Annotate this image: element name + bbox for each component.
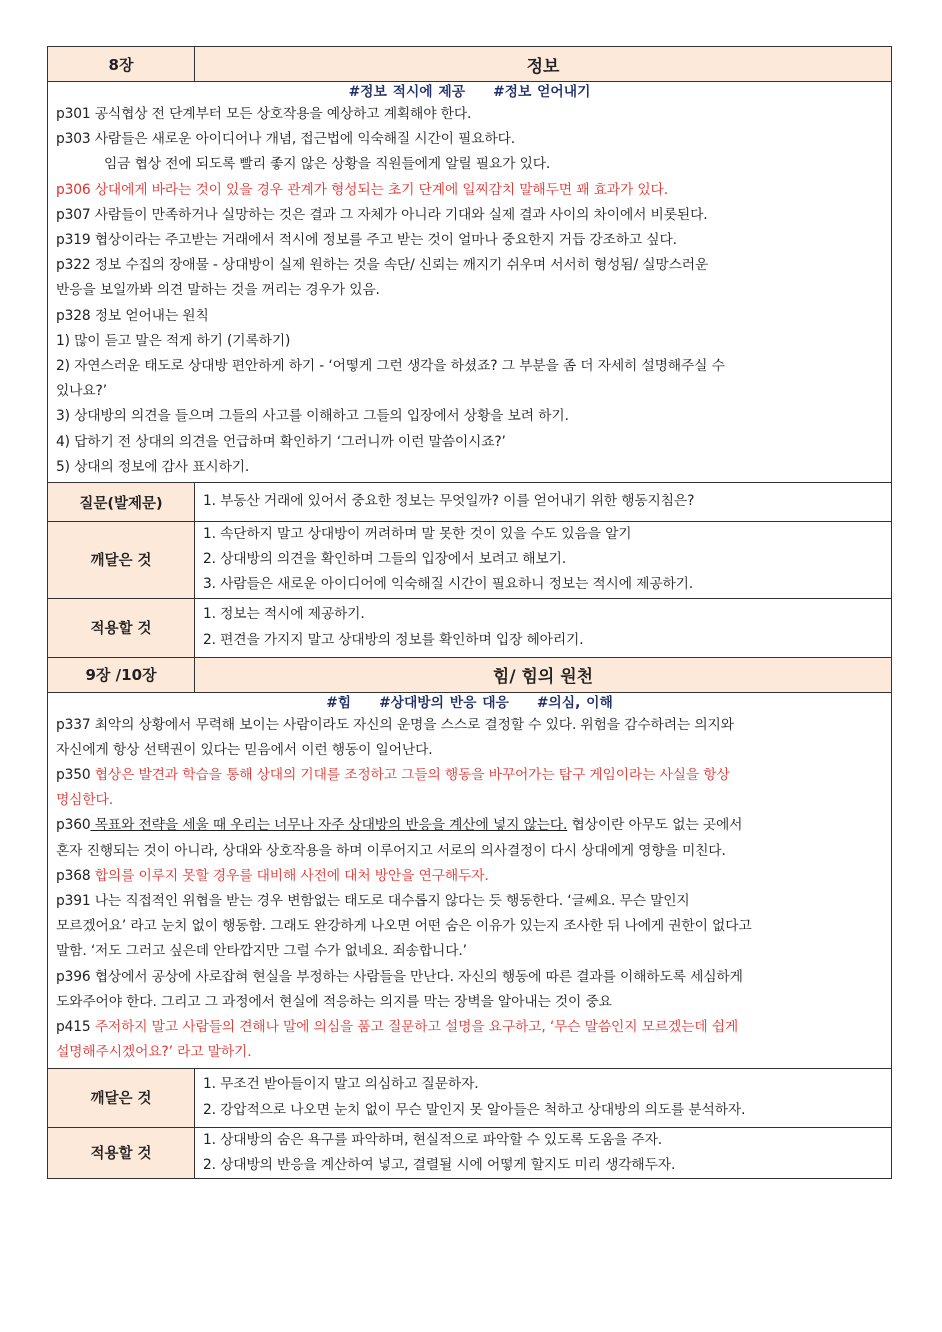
tag: #정보 얻어내기 — [493, 84, 591, 100]
underlined-text: 목표와 전략을 세울 때 우리는 너무나 자주 상대방의 반응을 계산에 넣지 않는다. — [90, 817, 568, 834]
note-line: 1) 많이 듣고 말은 적게 하기 (기록하기) — [56, 332, 291, 349]
highlight-text: 주저하지 말고 사람들의 견해나 말에 의심을 품고 질문하고 설명을 요구하고, ‘무슨 말씀인지 모르겠는데 쉽게 — [94, 1019, 739, 1036]
note-line: p307 사람들이 만족하거나 실망하는 것은 결과 그 자체가 아니라 기대와 실제 결과 사이의 차이에서 비롯된다. — [56, 206, 708, 223]
note-line-p350 — [56, 763, 883, 788]
apply-label: 적용할 것 — [48, 1127, 195, 1178]
page-ref: p368 — [56, 867, 95, 884]
chapter8-title: 정보 — [195, 47, 892, 82]
reading-notes-table — [47, 46, 892, 1179]
note-line: 말함. ‘저도 그러고 싶은데 안타깝지만 그럴 수가 없네요. 죄송합니다.’ — [56, 943, 467, 960]
note-line: p319 협상이라는 주고받는 거래에서 적시에 정보를 주고 받는 것이 얼마나 중요한지 거듭 강조하고 싶다. — [56, 232, 677, 249]
realize-label: 깨달은 것 — [48, 1068, 195, 1127]
note-line-p360 — [56, 813, 883, 838]
highlight-text: 합의를 이루지 못할 경우를 대비해 사전에 대처 방안을 연구해두자. — [94, 867, 489, 884]
note-line: 명심한다. — [56, 792, 113, 809]
note-text: 협상이란 아무도 없는 곳에서 — [567, 817, 743, 834]
note-line: 5) 상대의 정보에 감사 표시하기. — [56, 458, 250, 475]
apply-item: 2. 상대방의 반응을 계산하여 넣고, 결렬될 시에 어떻게 할지도 미리 생각해두자. — [203, 1156, 676, 1173]
note-line: 4) 답하기 전 상대의 의견을 언급하며 확인하기 ‘그러니까 이런 말씀이시죠?’ — [56, 433, 506, 450]
note-line: p396 협상에서 공상에 사로잡혀 현실을 부정하는 사람들을 만난다. 자신의 행동에 따른 결과를 이해하도록 세심하게 — [56, 968, 743, 985]
page-ref: p415 — [56, 1019, 95, 1036]
note-line: 있나요?’ — [56, 383, 107, 400]
question-label: 질문(발제문) — [48, 483, 195, 522]
chapter8-tags — [56, 82, 883, 102]
note-line: 자신에게 항상 선택권이 있다는 믿음에서 이런 행동이 일어난다. — [56, 741, 433, 758]
realize-item: 1. 속단하지 말고 상대방이 꺼려하며 말 못한 것이 있을 수도 있음을 알기 — [203, 526, 632, 543]
chapter9-notes — [48, 692, 892, 1068]
realize-item: 3. 사람들은 새로운 아이디어에 익숙해질 시간이 필요하니 정보는 적시에 제공하기. — [203, 576, 694, 593]
note-line: p322 정보 수집의 장애물 - 상대방이 실제 원하는 것을 속단/ 신뢰는 깨지기 쉬우며 서서히 형성됨/ 실망스러운 — [56, 257, 709, 274]
note-line-p415 — [56, 1015, 883, 1040]
note-line: p306 상대에게 바라는 것이 있을 경우 관계가 형성되는 초기 단계에 일찌감치 말해두면 꽤 효과가 있다. — [56, 181, 668, 198]
chapter8-realize-row — [48, 522, 892, 599]
chapter9-apply-row — [48, 1127, 892, 1178]
apply-item: 1. 정보는 적시에 제공하기. — [203, 606, 365, 623]
tag: #상대방의 반응 대응 — [379, 694, 509, 711]
chapter8-question-row — [48, 483, 892, 522]
note-line: 도와주어야 한다. 그리고 그 과정에서 현실에 적응하는 의지를 막는 장벽을 알아내는 것이 중요 — [56, 993, 612, 1010]
realize-cell — [195, 1068, 892, 1127]
apply-item: 2. 편견을 가지지 말고 상대방의 정보를 확인하며 입장 헤아리기. — [203, 631, 584, 648]
note-line: p301 공식협상 전 단계부터 모든 상호작용을 예상하고 계획해야 한다. — [56, 106, 472, 122]
apply-item: 1. 상대방의 숨은 욕구를 파악하며, 현실적으로 파악할 수 있도록 도움을 주자. — [203, 1131, 663, 1148]
note-line: 반응을 보일까봐 의견 말하는 것을 꺼리는 경우가 있음. — [56, 282, 380, 299]
chapter8-notes — [48, 82, 892, 483]
apply-cell — [195, 1127, 892, 1178]
tag: #의심, 이해 — [536, 694, 613, 711]
note-line: 설명해주시겠어요?’ 라고 말하기. — [56, 1044, 252, 1061]
note-line: 2) 자연스러운 태도로 상대방 편안하게 하기 - ‘어떻게 그런 생각을 하셨죠? 그 부분을 좀 더 자세히 설명해주실 수 — [56, 358, 725, 375]
note-line: 임금 협상 전에 되도록 빨리 좋지 않은 상황을 직원들에게 알릴 필요가 있다. — [104, 156, 551, 173]
note-line-p368 — [56, 864, 883, 889]
chapter9-realize-row — [48, 1068, 892, 1127]
chapter8-label: 8장 — [48, 47, 195, 82]
note-line: p337 최악의 상황에서 무력해 보이는 사람이라도 자신의 운명을 스스로 결정할 수 있다. 위험을 감수하려는 의지와 — [56, 716, 734, 733]
realize-cell — [195, 522, 892, 599]
chapter9-tags — [56, 693, 883, 713]
note-line: p391 나는 직접적인 위협을 받는 경우 변함없는 태도로 대수롭지 않다는 듯 행동한다. ‘글쎄요. 무슨 말인지 — [56, 893, 690, 910]
chapter8-body-row — [48, 82, 892, 483]
chapter8-lines — [56, 102, 883, 480]
note-line: 모르겠어요’ 라고 눈치 없이 행동함. 그래도 완강하게 나오면 어떤 숨은 이유가 있는지 조사한 뒤 나에게 권한이 없다고 — [56, 918, 752, 935]
apply-cell — [195, 598, 892, 657]
question-item: 1. 부동산 거래에 있어서 중요한 정보는 무엇일까? 이를 얻어내기 위한 행동지침은? — [203, 493, 695, 510]
note-line: p328 정보 얻어내는 원칙 — [56, 307, 209, 324]
chapter9-body-row — [48, 692, 892, 1068]
chapter8-apply-row — [48, 598, 892, 657]
realize-item: 1. 무조건 받아들이지 말고 의심하고 질문하자. — [203, 1076, 479, 1093]
chapter9-header-row — [48, 657, 892, 692]
page-ref: p350 — [56, 767, 95, 784]
realize-item: 2. 상대방의 의견을 확인하며 그들의 입장에서 보려고 해보기. — [203, 551, 567, 568]
chapter8-header-row — [48, 47, 892, 82]
note-line: 3) 상대방의 의견을 들으며 그들의 사고를 이해하고 그들의 입장에서 상황을 보려 하기. — [56, 408, 569, 425]
realize-label: 깨달은 것 — [48, 522, 195, 599]
tag: #힘 — [326, 694, 352, 711]
note-line: p303 사람들은 새로운 아이디어나 개념, 접근법에 익숙해질 시간이 필요하다. — [56, 131, 516, 148]
highlight-text: 협상은 발견과 학습을 통해 상대의 기대를 조정하고 그들의 행동을 바꾸어가는 탐구 게임이라는 사실을 항상 — [94, 767, 730, 784]
question-cell — [195, 483, 892, 522]
tag: #정보 적시에 제공 — [348, 84, 466, 100]
chapter9-title: 힘/ 힘의 원천 — [195, 657, 892, 692]
apply-label: 적용할 것 — [48, 598, 195, 657]
page-ref: p360 — [56, 817, 91, 834]
note-line: 혼자 진행되는 것이 아니라, 상대와 상호작용을 하며 이루어지고 서로의 의사결정이 다시 상대에게 영향을 미친다. — [56, 842, 726, 859]
realize-item: 2. 강압적으로 나오면 눈치 없이 무슨 말인지 못 알아들은 척하고 상대방의 의도를 분석하자. — [203, 1101, 746, 1118]
chapter9-label: 9장 /10장 — [48, 657, 195, 692]
